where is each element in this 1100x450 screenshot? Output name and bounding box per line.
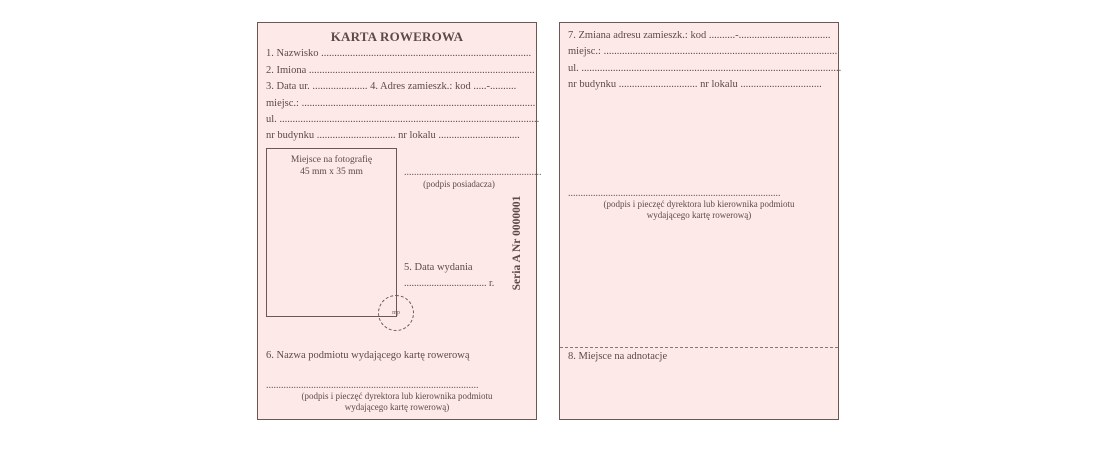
issuer-signature-line: ..................................................................................... — [266, 380, 479, 391]
new-street-field: ul. ................................................................................................... — [568, 63, 842, 74]
birthdate-address-field: 3. Data ur. ..................... 4. Adres zamieszk.: kod .....-.......... — [266, 81, 517, 92]
photo-placeholder — [266, 148, 397, 317]
annotations-field: 8. Miejsce na adnotacje — [568, 351, 668, 362]
stamp-circle: mp — [378, 295, 414, 331]
photo-label: Miejsce na fotografię — [290, 155, 373, 165]
change-signature-caption-2: wydającego kartę rowerową) — [646, 210, 752, 220]
issuer-signature-caption-1: (podpis i pieczęć dyrektora lub kierownika podmiotu — [301, 391, 493, 401]
issue-date-label: 5. Data wydania — [404, 262, 473, 273]
building-field: nr budynku .............................. nr lokalu ............................... — [266, 130, 520, 141]
change-signature-caption-1: (podpis i pieczęć dyrektora lub kierownika podmiotu — [603, 199, 795, 209]
serial-number-text: Seria A Nr 0000001 — [511, 195, 523, 291]
street-field: ul. ................................................................................................... — [266, 114, 540, 125]
new-city-field: miejsc.: ......................................................................................... — [568, 46, 838, 57]
new-building-field: nr budynku .............................. nr lokalu ............................... — [568, 79, 822, 90]
bicycle-card-back — [559, 22, 842, 420]
surname-field: 1. Nazwisko ................................................................................ — [266, 48, 532, 59]
issuer-signature-caption-2: wydającego kartę rowerową) — [344, 402, 450, 412]
address-change-field: 7. Zmiana adresu zamieszk.: kod ..........-................................... — [568, 30, 831, 41]
change-signature-line: ..................................................................................... — [568, 188, 781, 199]
section-divider — [560, 347, 838, 348]
owner-signature-line: ....................................................... — [404, 167, 542, 178]
first-names-field: 2. Imiona ...................................................................................... — [266, 65, 535, 76]
serial-number — [510, 178, 524, 308]
issuer-name-field: 6. Nazwa podmiotu wydającego kartę rowerową — [266, 350, 470, 361]
city-field: miejsc.: ......................................................................................... — [266, 98, 536, 109]
bicycle-card-front — [257, 22, 542, 420]
photo-size: 45 mm x 35 mm — [300, 167, 363, 177]
issue-date-value: ................................. r. — [404, 278, 495, 289]
card-title: KARTA ROWEROWA — [330, 29, 464, 44]
owner-signature-caption: (podpis posiadacza) — [423, 179, 495, 189]
